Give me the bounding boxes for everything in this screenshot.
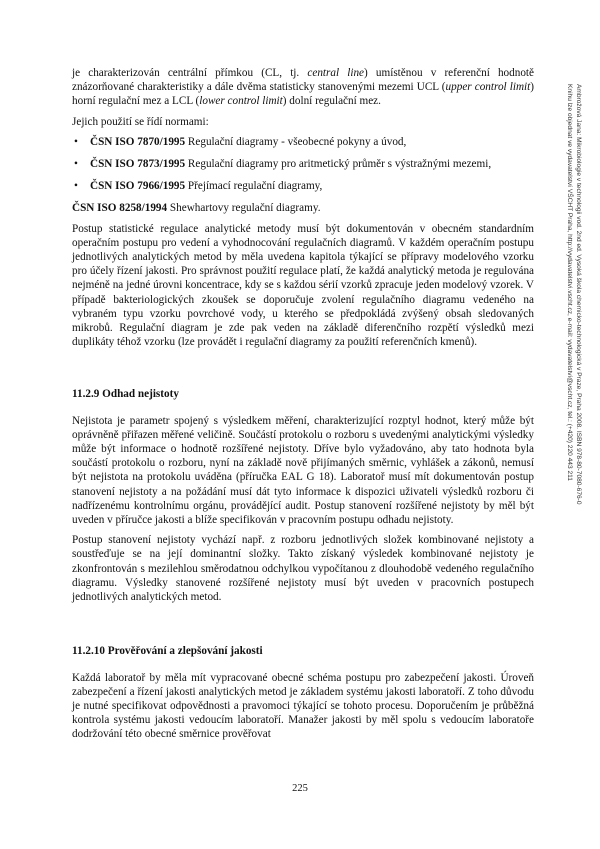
- norm-item-last: ČSN ISO 8258/1994 Shewhartovy regulační diagramy.: [72, 202, 321, 215]
- uncertainty-paragraph-2: Postup stanovení nejistoty vychází např. z rozboru jednotlivých složek kombinované nejistoty a soustřeďuje se na její dominantní složky. Takto získaný výsledek kombinované nejistoty je zkonfrontován s mezilehlou směrodatnou odchylkou vypočítanou z dlouhodobě vedeného regulačního diagramu. Výsledky stanovené rozšířené nejistoty musí být uveden v pracovních postupech jednotlivých analytických metod.: [72, 534, 534, 604]
- side-citation-line-2: Knihu lze objednat ve vydavatelství VŠCHT Praha, http://vydavatelstvi.vscht.cz, e-mail: vydavatelstvi@vscht.cz, tel.: (+420) 220 443 211: [566, 84, 574, 481]
- norm-item: • ČSN ISO 7966/1995 Přejímací regulační diagramy,: [74, 180, 323, 193]
- bullet-icon: •: [74, 135, 78, 148]
- term-lower-control-limit: lower control limit: [199, 95, 283, 108]
- norm-item: • ČSN ISO 7873/1995 Regulační diagramy pro aritmetický průměr s výstražnými mezemi,: [74, 158, 492, 171]
- norm-item: • ČSN ISO 7870/1995 Regulační diagramy - všeobecné pokyny a úvod,: [74, 135, 407, 148]
- side-citation-line-1: Ambrožová Jana: Mikrobiologie v technologii vod. 2nd ed. Vysoká škola chemicko-technologická v Praze, Praha 2008. ISBN 978-80-7080-676-0: [575, 84, 582, 505]
- section-heading-11-2-9: 11.2.9 Odhad nejistoty: [72, 388, 179, 401]
- uncertainty-paragraph-1: Nejistota je parametr spojený s výsledkem měření, charakterizující rozptyl hodnot, který může být oprávněně přiřazen měřené veličině. Součástí protokolu o rozboru s uvedenými analytickými výsledky může být informace o hodnotě rozšířené nejistoty. Dříve bylo vyžadováno, aby tato hodnota byla součástí protokolu o rozboru, nyní na základě nově přijímaných směrnic, vyhlášek a zákonů, nemusí být nejistota na protokolu uváděna (příručka EAL G 18). Laboratoř musí mít dokumentován postup stanovení nejistoty a na požádání musí dát tyto informace k dispozici uživateli výsledků rozboru či nadřízenému kontrolnímu orgánu, provádějící audit. Postup stanovení rozšířené nejistoty by měl být uveden v příručce jakosti a blíže specifikován v pracovním postupu odhadu nejistoty.: [72, 414, 534, 527]
- term-upper-control-limit: upper control limit: [445, 81, 531, 94]
- quality-paragraph-1: Každá laboratoř by měla mít vypracované obecné schéma postupu pro zabezpečení jakosti. Úroveň zabezpečení a řízení jakosti analytických metod je základem systému jakosti laboratoří. Z toho důvodu je nutné specifikovat odpovědnosti a pravomoci týkající se tohoto procesu. Doporučením je průběžná kontrola systému jakosti vedoucím laboratoří. Manažer jakosti by měl spolu s vedoucím laboratoře dodržování této obecné směrnice prověřovat: [72, 671, 534, 741]
- section-heading-11-2-10: 11.2.10 Prověřování a zlepšování jakosti: [72, 645, 263, 658]
- norms-intro: Jejich použití se řídí normami:: [72, 115, 209, 128]
- norms-list: [72, 135, 534, 194]
- side-citation: [565, 84, 582, 604]
- bullet-icon: •: [74, 158, 78, 171]
- control-chart-description: je charakterizován centrální přímkou (CL, tj. central line) umístěnou v referenční hodnotě znázorňované charakteristiky a dále dvěma statisticky stanovenými mezemi UCL (upper control limit) horní regulační mez a LCL (lower control limit) dolní regulační mez.: [72, 67, 535, 108]
- term-central-line: central line: [307, 67, 365, 79]
- page-number: 225: [292, 783, 308, 794]
- bullet-icon: •: [74, 180, 78, 193]
- regulation-procedure-paragraph: Postup statistické regulace analytické metody musí být dokumentován v obecném standardním operačním postupu pro vedení a vyhodnocování regulačních diagramů. V každém operačním postupu jednotlivých analytických metod by měla uvedena kapitola týkající se přípravy modelového vzorku pro účely řízení jakosti. Pro správnost použití regulace platí, že každá analytický metoda je regulována nejméně na jedné úrovni koncentrace, kdy se s každou sérií vzorků zpracuje jeden modelový vzorek. V případě bakteriologických zkoušek se doporučuje zvolení regulačního diagramu vedeného na vybraném typu vzorku povrchové vody, u kterého se předpokládá zvýšený obsah sledovaných mikrobů. Regulační diagram je zde pak veden na základě diferenčního rozpětí výsledků mezi duplikáty téhož vzorku (lze provádět i regulační diagramy za použití referenčních kmenů).: [72, 222, 534, 349]
- page-content: [72, 66, 534, 748]
